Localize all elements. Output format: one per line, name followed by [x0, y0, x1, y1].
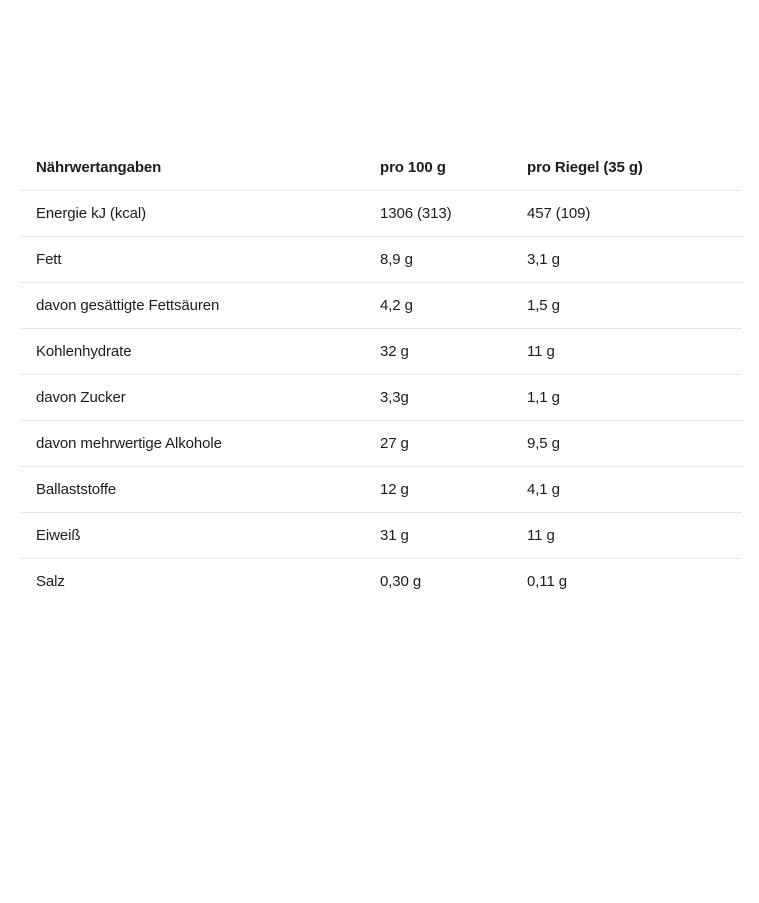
table-row-ballaststoffe	[20, 466, 742, 512]
value-per-100g: 12 g	[380, 481, 409, 498]
value-per-100g: 32 g	[380, 343, 409, 360]
value-per-bar: 4,1 g	[527, 481, 560, 498]
table-row-zucker	[20, 374, 742, 420]
column-header-nutrient: Nährwertangaben	[36, 158, 162, 176]
nutrient-label: Salz	[36, 573, 65, 590]
nutrient-label: Ballaststoffe	[36, 481, 117, 498]
value-per-bar: 457 (109)	[527, 205, 591, 222]
nutrient-label: davon gesättigte Fettsäuren	[36, 297, 220, 314]
value-per-bar: 1,1 g	[527, 389, 560, 406]
table-row-gesaettigte-fettsaeuren	[20, 282, 742, 328]
column-header-per-bar: pro Riegel (35 g)	[527, 158, 643, 176]
nutrient-label: Kohlenhydrate	[36, 343, 132, 360]
table-row-energie	[20, 190, 742, 236]
table-row-salz	[20, 558, 742, 604]
value-per-100g: 3,3g	[380, 389, 409, 406]
nutrient-label: Fett	[36, 251, 62, 268]
column-header-per-100g: pro 100 g	[380, 158, 446, 176]
nutrient-label: davon Zucker	[36, 389, 126, 406]
value-per-100g: 27 g	[380, 435, 409, 452]
table-row-kohlenhydrate	[20, 328, 742, 374]
table-row-eiweiss	[20, 512, 742, 558]
value-per-100g: 1306 (313)	[380, 205, 452, 222]
nutrition-table-header-row	[20, 144, 742, 190]
table-row-fett	[20, 236, 742, 282]
value-per-bar: 11 g	[527, 343, 555, 360]
nutrient-label: davon mehrwertige Alkohole	[36, 435, 222, 452]
nutrient-label: Energie kJ (kcal)	[36, 205, 147, 222]
value-per-bar: 9,5 g	[527, 435, 560, 452]
value-per-bar: 11 g	[527, 527, 555, 544]
value-per-bar: 3,1 g	[527, 251, 560, 268]
value-per-bar: 1,5 g	[527, 297, 560, 314]
value-per-100g: 4,2 g	[380, 297, 413, 314]
value-per-bar: 0,11 g	[527, 573, 567, 590]
nutrition-table	[20, 144, 742, 604]
nutrient-label: Eiweiß	[36, 527, 81, 544]
value-per-100g: 0,30 g	[380, 573, 422, 590]
table-row-mehrwertige-alkohole	[20, 420, 742, 466]
value-per-100g: 31 g	[380, 527, 409, 544]
value-per-100g: 8,9 g	[380, 251, 413, 268]
